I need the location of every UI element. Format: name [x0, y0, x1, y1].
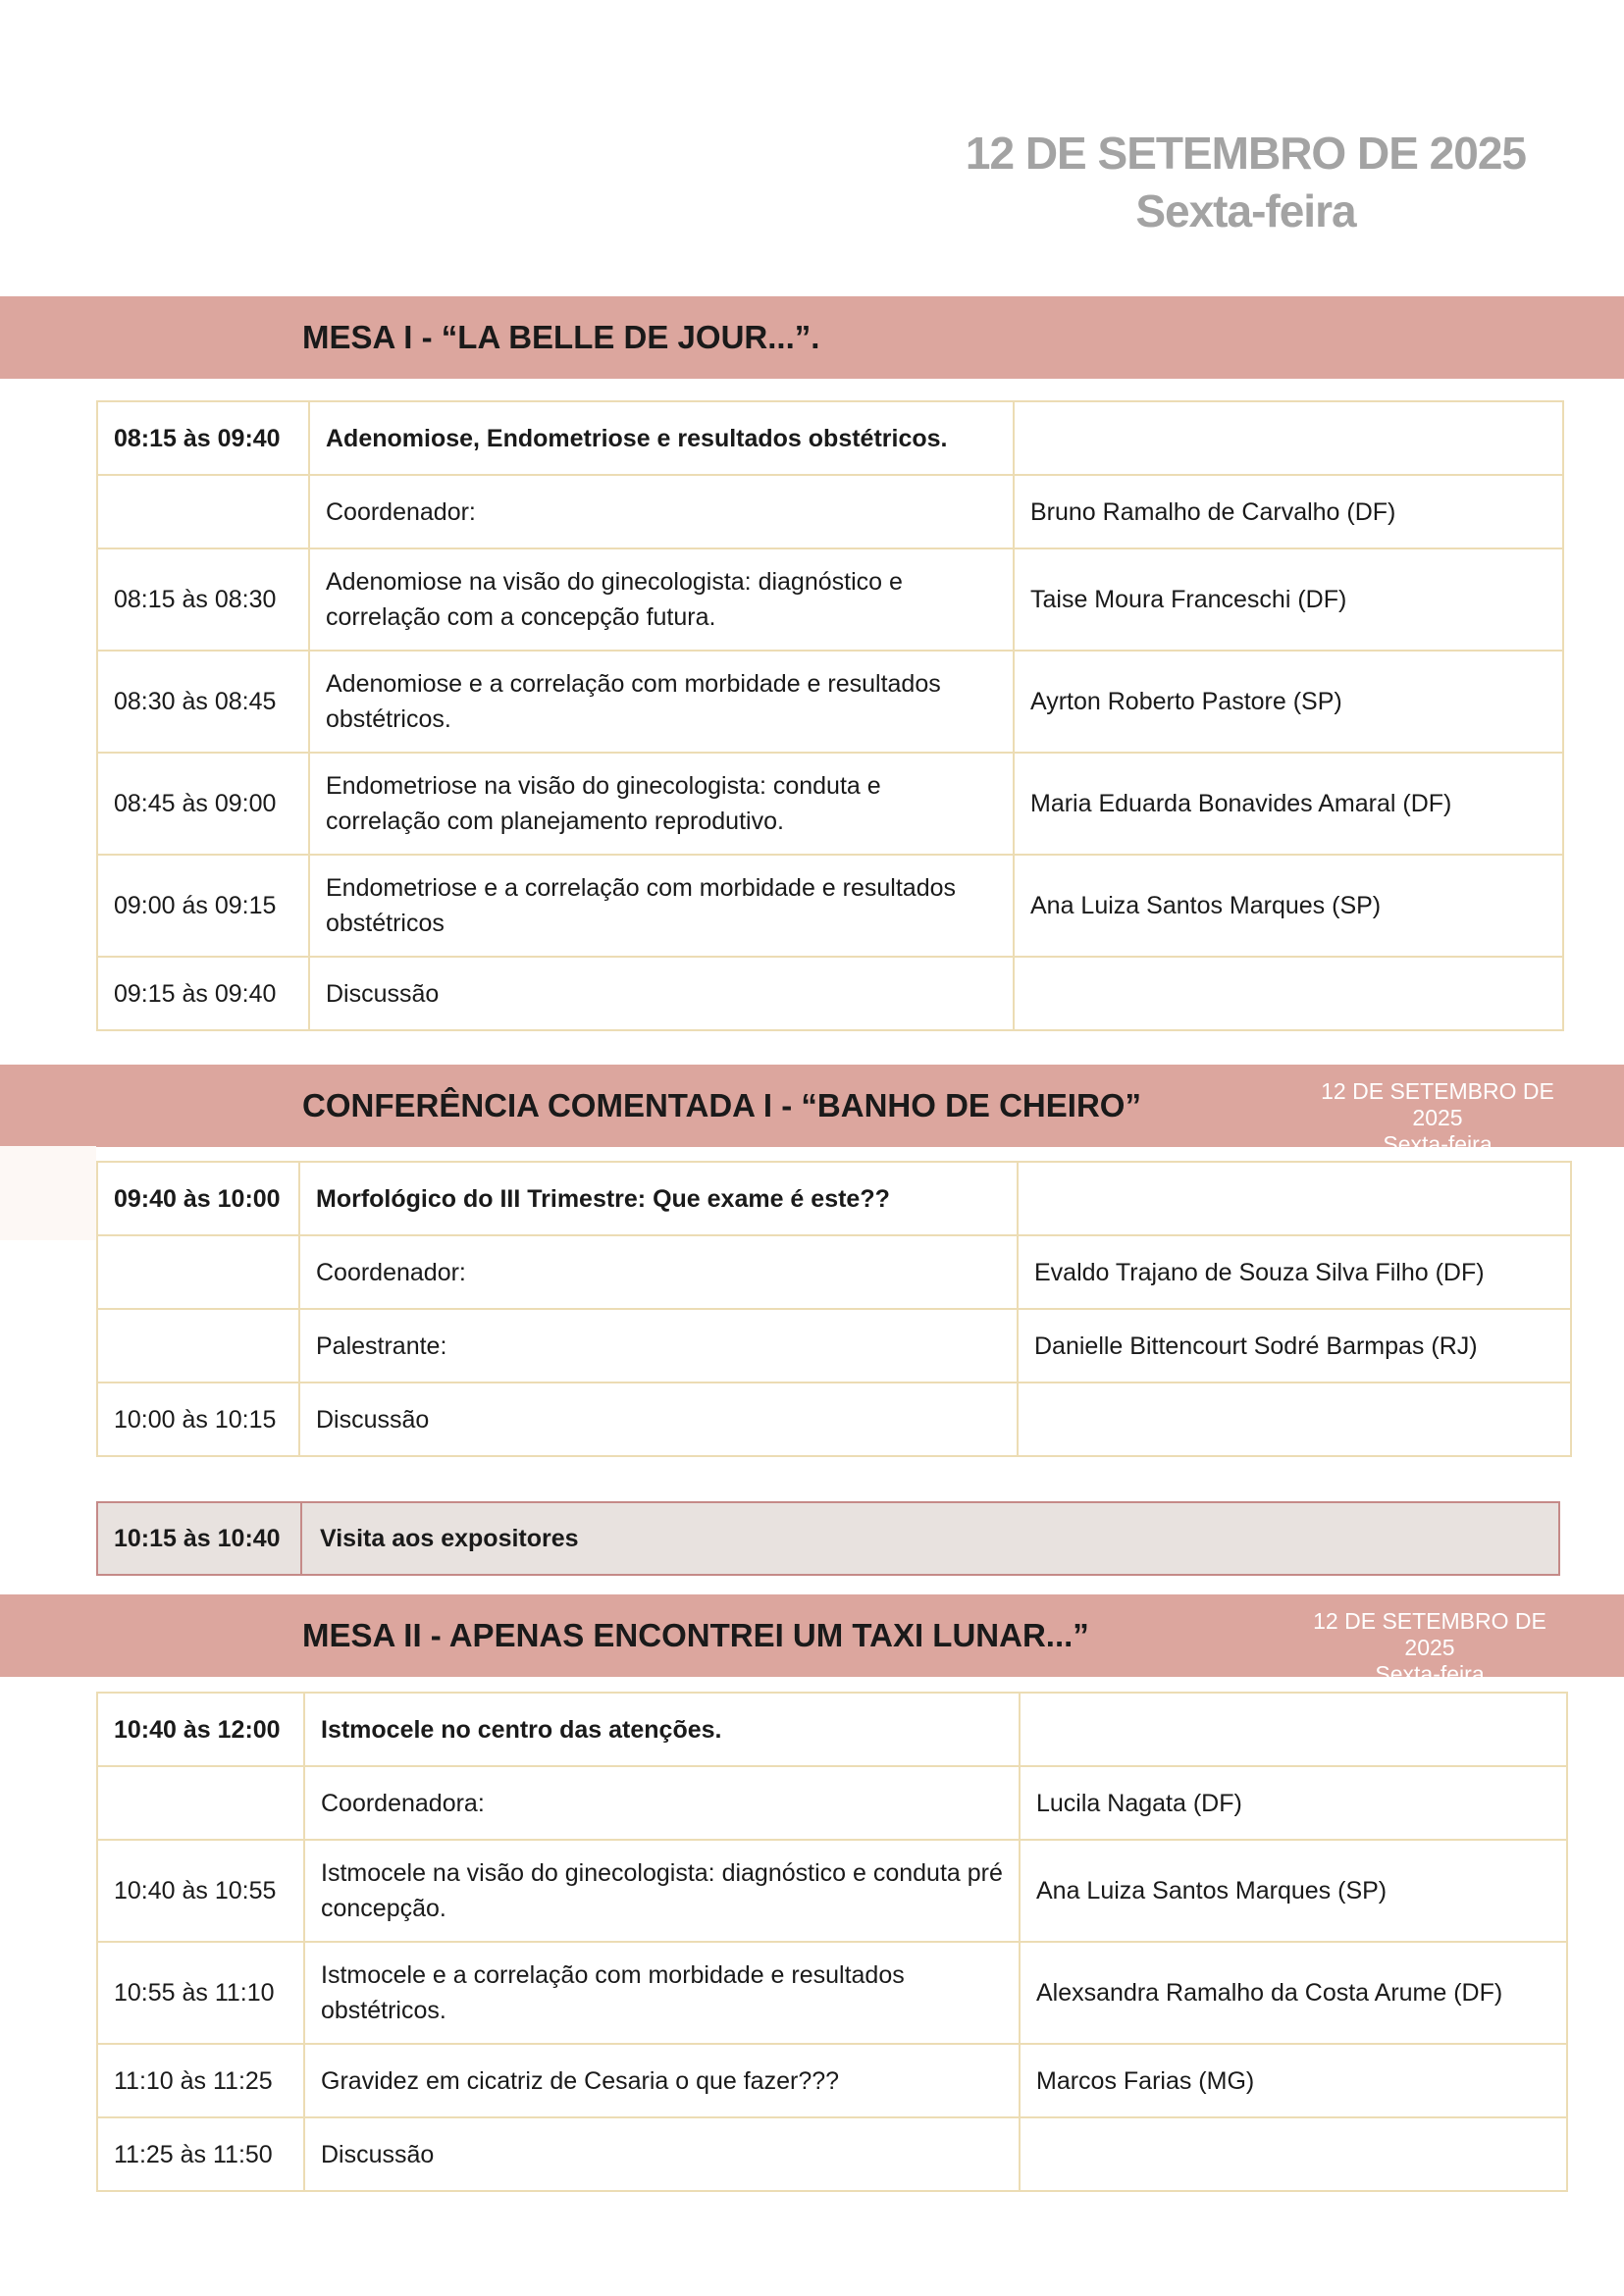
stamp-weekday: Sexta-feira [1383, 1131, 1493, 1157]
time-cell: 10:40 às 10:55 [97, 1840, 304, 1942]
speaker-cell: Evaldo Trajano de Souza Silva Filho (DF) [1018, 1235, 1571, 1309]
time-cell: 10:40 às 12:00 [97, 1693, 304, 1766]
page-date-header [966, 126, 1526, 241]
time-cell: 08:45 às 09:00 [97, 753, 309, 855]
speaker-cell: Ayrton Roberto Pastore (SP) [1014, 651, 1563, 753]
table-row [97, 2117, 1567, 2191]
date-stamp [1287, 1608, 1572, 1688]
speaker-cell [1014, 401, 1563, 475]
decorative-tint [0, 1146, 96, 1240]
table-row [97, 2044, 1567, 2117]
topic-cell: Coordenadora: [304, 1766, 1020, 1840]
time-cell: 11:10 às 11:25 [97, 2044, 304, 2117]
table-row [97, 957, 1563, 1030]
table-row [97, 1840, 1567, 1942]
break-label: Visita aos expositores [320, 1525, 579, 1552]
break-time: 10:15 às 10:40 [98, 1503, 302, 1574]
time-cell: 09:40 às 10:00 [97, 1162, 299, 1235]
speaker-cell: Ana Luiza Santos Marques (SP) [1020, 1840, 1567, 1942]
time-cell [97, 475, 309, 548]
time-cell [97, 1766, 304, 1840]
speaker-cell [1020, 2117, 1567, 2191]
speaker-cell: Maria Eduarda Bonavides Amaral (DF) [1014, 753, 1563, 855]
section-band-mesa-1 [0, 296, 1624, 379]
time-cell: 08:15 às 09:40 [97, 401, 309, 475]
table-row [97, 1235, 1571, 1309]
break-row [96, 1501, 1560, 1576]
topic-cell: Adenomiose, Endometriose e resultados obstétricos. [309, 401, 1014, 475]
topic-cell: Discussão [299, 1383, 1018, 1456]
table-row [97, 1309, 1571, 1383]
speaker-cell: Ana Luiza Santos Marques (SP) [1014, 855, 1563, 957]
table-row [97, 651, 1563, 753]
section-title: MESA II - APENAS ENCONTREI UM TAXI LUNAR...” [302, 1617, 1089, 1653]
speaker-cell: Alexsandra Ramalho da Costa Arume (DF) [1020, 1942, 1567, 2044]
speaker-cell: Taise Moura Franceschi (DF) [1014, 548, 1563, 651]
topic-cell: Palestrante: [299, 1309, 1018, 1383]
topic-cell: Gravidez em cicatriz de Cesaria o que fazer??? [304, 2044, 1020, 2117]
stamp-date: 12 DE SETEMBRO DE 2025 [1321, 1078, 1554, 1130]
table-row [97, 1162, 1571, 1235]
time-cell: 08:15 às 08:30 [97, 548, 309, 651]
topic-cell: Discussão [309, 957, 1014, 1030]
table-row [97, 475, 1563, 548]
topic-cell: Coordenador: [309, 475, 1014, 548]
topic-cell: Endometriose e a correlação com morbidade e resultados obstétricos [309, 855, 1014, 957]
table-row [97, 1942, 1567, 2044]
table-row [97, 753, 1563, 855]
speaker-cell [1014, 957, 1563, 1030]
page-weekday: Sexta-feira [1135, 185, 1356, 236]
topic-cell: Adenomiose e a correlação com morbidade e resultados obstétricos. [309, 651, 1014, 753]
page-date: 12 DE SETEMBRO DE 2025 [965, 128, 1526, 179]
speaker-cell: Marcos Farias (MG) [1020, 2044, 1567, 2117]
stamp-weekday: Sexta-feira [1375, 1661, 1485, 1687]
section-band-conferencia-1 [0, 1065, 1624, 1157]
table-row [97, 401, 1563, 475]
speaker-cell: Lucila Nagata (DF) [1020, 1766, 1567, 1840]
schedule-table-conferencia-1 [96, 1161, 1572, 1457]
time-cell: 10:00 às 10:15 [97, 1383, 299, 1456]
table-row [97, 1693, 1567, 1766]
table-row [97, 1383, 1571, 1456]
time-cell: 11:25 às 11:50 [97, 2117, 304, 2191]
time-cell: 09:15 às 09:40 [97, 957, 309, 1030]
topic-cell: Adenomiose na visão do ginecologista: diagnóstico e correlação com a concepção futura. [309, 548, 1014, 651]
speaker-cell: Bruno Ramalho de Carvalho (DF) [1014, 475, 1563, 548]
section-title: CONFERÊNCIA COMENTADA I - “BANHO DE CHEIRO” [302, 1087, 1141, 1123]
topic-cell: Coordenador: [299, 1235, 1018, 1309]
table-row [97, 548, 1563, 651]
topic-cell: Istmocele no centro das atenções. [304, 1693, 1020, 1766]
time-cell: 08:30 às 08:45 [97, 651, 309, 753]
table-row [97, 855, 1563, 957]
topic-cell: Istmocele na visão do ginecologista: diagnóstico e conduta pré concepção. [304, 1840, 1020, 1942]
topic-cell: Istmocele e a correlação com morbidade e resultados obstétricos. [304, 1942, 1020, 2044]
speaker-cell [1020, 1693, 1567, 1766]
speaker-cell: Danielle Bittencourt Sodré Barmpas (RJ) [1018, 1309, 1571, 1383]
topic-cell: Endometriose na visão do ginecologista: conduta e correlação com planejamento reprodutivo. [309, 753, 1014, 855]
schedule-table-mesa-1 [96, 400, 1564, 1031]
schedule-table-mesa-2 [96, 1692, 1568, 2192]
topic-cell: Morfológico do III Trimestre: Que exame é este?? [299, 1162, 1018, 1235]
time-cell [97, 1309, 299, 1383]
stamp-date: 12 DE SETEMBRO DE 2025 [1313, 1608, 1546, 1660]
time-cell: 09:00 ás 09:15 [97, 855, 309, 957]
table-row [97, 1766, 1567, 1840]
topic-cell: Discussão [304, 2117, 1020, 2191]
section-band-mesa-2 [0, 1594, 1624, 1687]
speaker-cell [1018, 1162, 1571, 1235]
section-title: MESA I - “LA BELLE DE JOUR...”. [302, 319, 820, 355]
date-stamp [1295, 1078, 1580, 1158]
time-cell: 10:55 às 11:10 [97, 1942, 304, 2044]
speaker-cell [1018, 1383, 1571, 1456]
time-cell [97, 1235, 299, 1309]
